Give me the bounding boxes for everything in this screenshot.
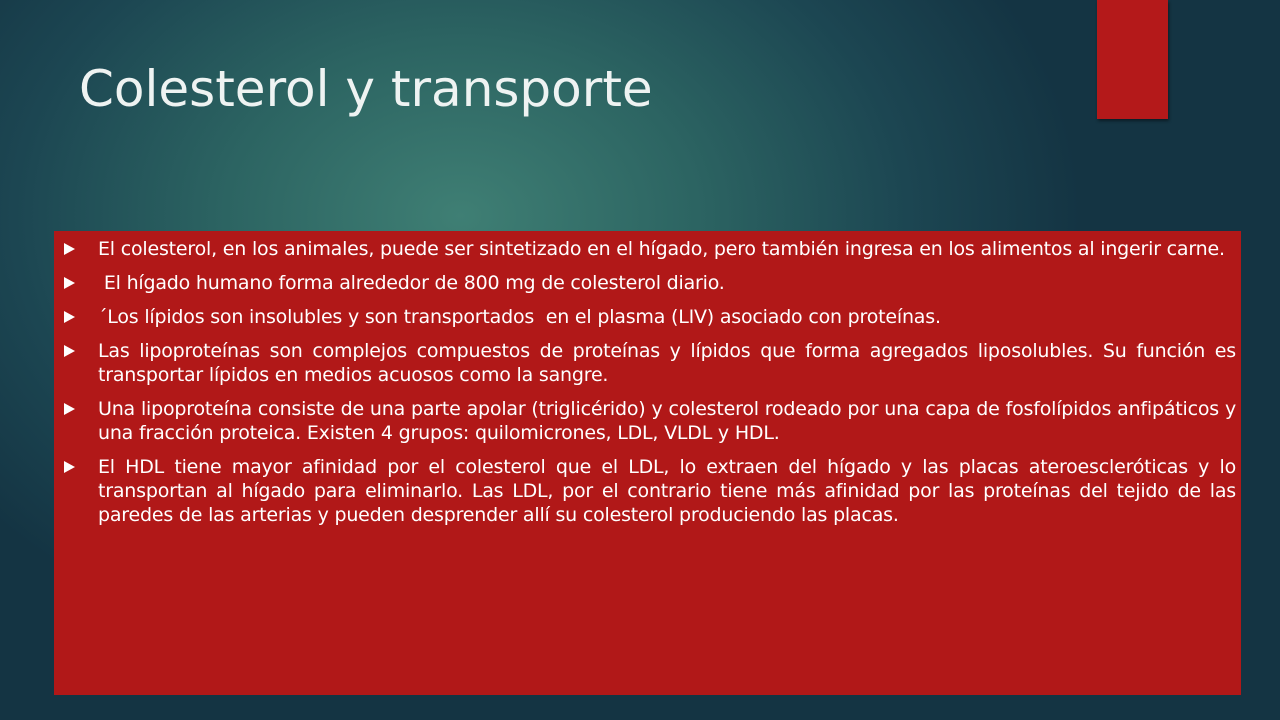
bullet-text: El colesterol, en los animales, puede ser sintetizado en el hígado, pero también ingresa en los alimentos al ingerir carne. (98, 238, 1225, 260)
bullet-text: El HDL tiene mayor afinidad por el colesterol que el LDL, lo extraen del hígado y las placas ateroescleróticas y lo transportan al hígado para eliminarlo. Las LDL, por el contrario tiene más afinidad por las proteínas del tejido de las paredes de las arterias y pueden desprender allí su colesterol produciendo las placas. (98, 456, 1236, 526)
bullet-item (64, 271, 1236, 295)
bullet-text: Una lipoproteína consiste de una parte apolar (triglicérido) y colesterol rodeado por una capa de fosfolípidos anfipáticos y una fracción proteica. Existen 4 grupos: quilomicrones, LDL, VLDL y HDL. (98, 398, 1236, 444)
bullet-list (64, 237, 1236, 537)
triangle-right-icon (64, 277, 75, 289)
triangle-right-icon (64, 403, 75, 415)
bullet-text: El hígado humano forma alrededor de 800 mg de colesterol diario. (98, 272, 725, 294)
triangle-right-icon (64, 311, 75, 323)
bullet-item (64, 397, 1236, 445)
slide-title: Colesterol y transporte (79, 60, 653, 118)
bullet-item (64, 339, 1236, 387)
bullet-text: ´Los lípidos son insolubles y son transportados en el plasma (LIV) asociado con proteínas. (98, 306, 941, 328)
triangle-right-icon (64, 461, 75, 473)
triangle-right-icon (64, 243, 75, 255)
bullet-item (64, 237, 1236, 261)
accent-tab (1097, 0, 1168, 119)
bullet-item (64, 455, 1236, 527)
bullet-item (64, 305, 1236, 329)
triangle-right-icon (64, 345, 75, 357)
bullet-text: Las lipoproteínas son complejos compuestos de proteínas y lípidos que forma agregados liposolubles. Su función es transportar lípidos en medios acuosos como la sangre. (98, 340, 1236, 386)
content-box (54, 231, 1241, 695)
